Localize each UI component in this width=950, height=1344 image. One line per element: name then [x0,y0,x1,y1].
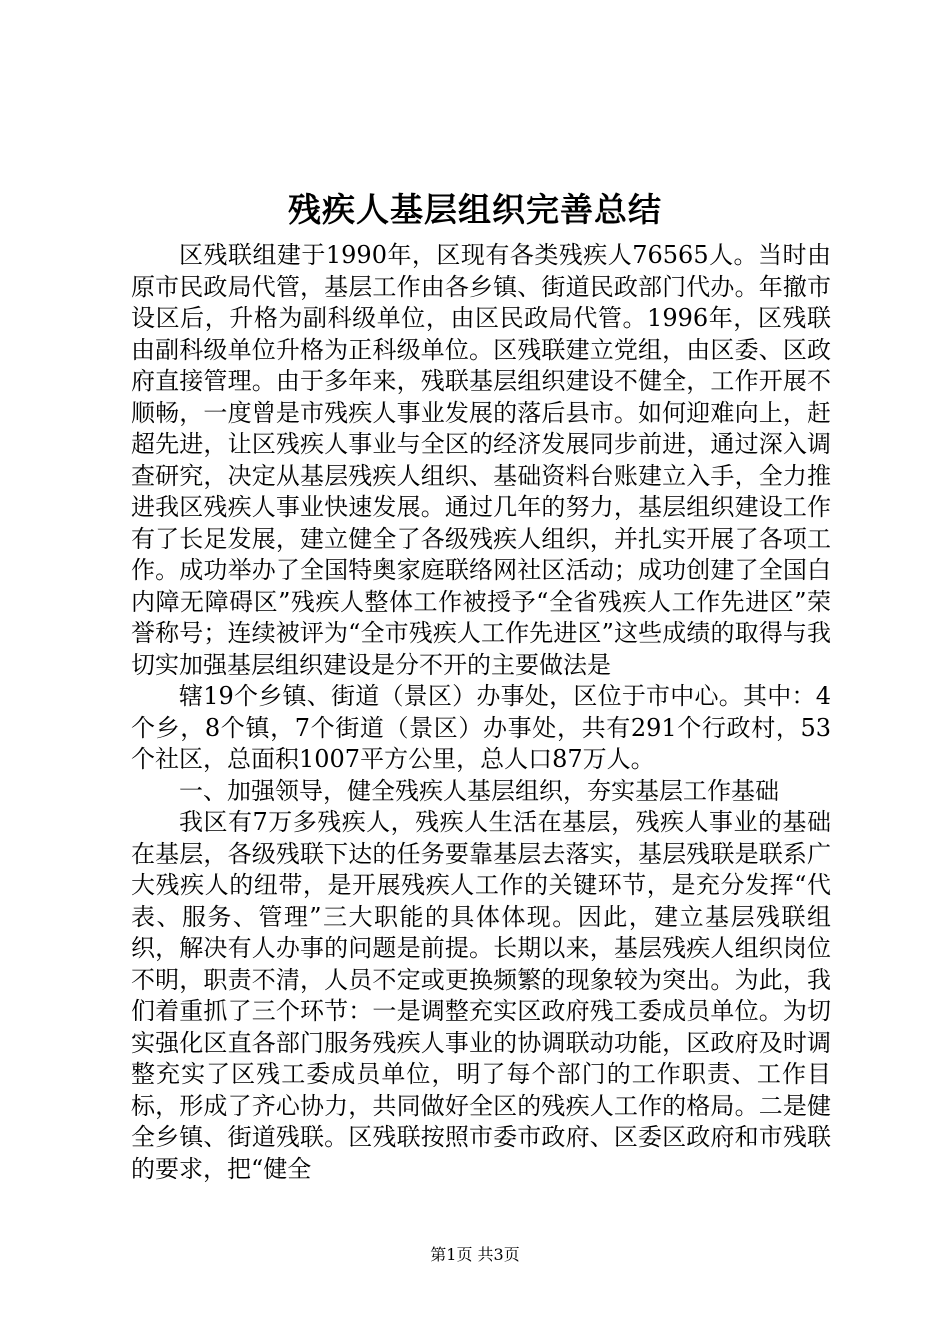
paragraph-intro: 区残联组建于1990年，区现有各类残疾人76565人。当时由原市民政局代管，基层工作由各乡镇、街道民政部门代办。年撤市设区后，升格为副科级单位，由区民政局代管。1996年，区残联由副科级单位升格为正科级单位。区残联建立党组，由区委、区政府直接管理。由于多年来，残联基层组织建设不健全，工作开展不顺畅，一度曾是市残疾人事业发展的落后县市。如何迎难向上，赶超先进，让区残疾人事业与全区的经济发展同步前进，通过深入调查研究，决定从基层残疾人组织、基础资料台账建立入手，全力推进我区残疾人事业快速发展。通过几年的努力，基层组织建设工作有了长足发展，建立健全了各级残疾人组织，并扎实开展了各项工作。成功举办了全国特奥家庭联络网社区活动；成功创建了全国白内障无障碍区”残疾人整体工作被授予“全省残疾人工作先进区”荣誉称号；连续被评为“全市残疾人工作先进区”这些成绩的取得与我切实加强基层组织建设是分不开的主要做法是 [131,241,831,679]
section-heading-1: 一、加强领导，健全残疾人基层组织，夯实基层工作基础 [179,776,779,805]
document-body [131,240,831,1185]
page-footer: 第1页 共3页 [430,1245,520,1264]
paragraph-jurisdiction: 辖19个乡镇、街道（景区）办事处，区位于市中心。其中：4个乡，8个镇，7个街道（景区）办事处，共有291个行政村，53个社区，总面积1007平方公里，总人口87万人。 [131,682,831,773]
paragraph-section-1: 我区有7万多残疾人，残疾人生活在基层，残疾人事业的基础在基层，各级残联下达的任务要靠基层去落实，基层残联是联系广大残疾人的纽带，是开展残疾人工作的关键环节，是充分发挥“代表、服务、管理”三大职能的具体体现。因此，建立基层残联组织，解决有人办事的问题是前提。长期以来，基层残疾人组织岗位不明，职责不清，人员不定或更换频繁的现象较为突出。为此，我们着重抓了三个环节：一是调整充实区政府残工委成员单位。为切实强化区直各部门服务残疾人事业的协调联动功能，区政府及时调整充实了区残工委成员单位，明了每个部门的工作职责、工作目标，形成了齐心协力，共同做好全区的残疾人工作的格局。二是健全乡镇、街道残联。区残联按照市委市政府、区委区政府和市残联的要求，把“健全 [131,808,831,1183]
document-title: 残疾人基层组织完善总结 [288,190,662,229]
